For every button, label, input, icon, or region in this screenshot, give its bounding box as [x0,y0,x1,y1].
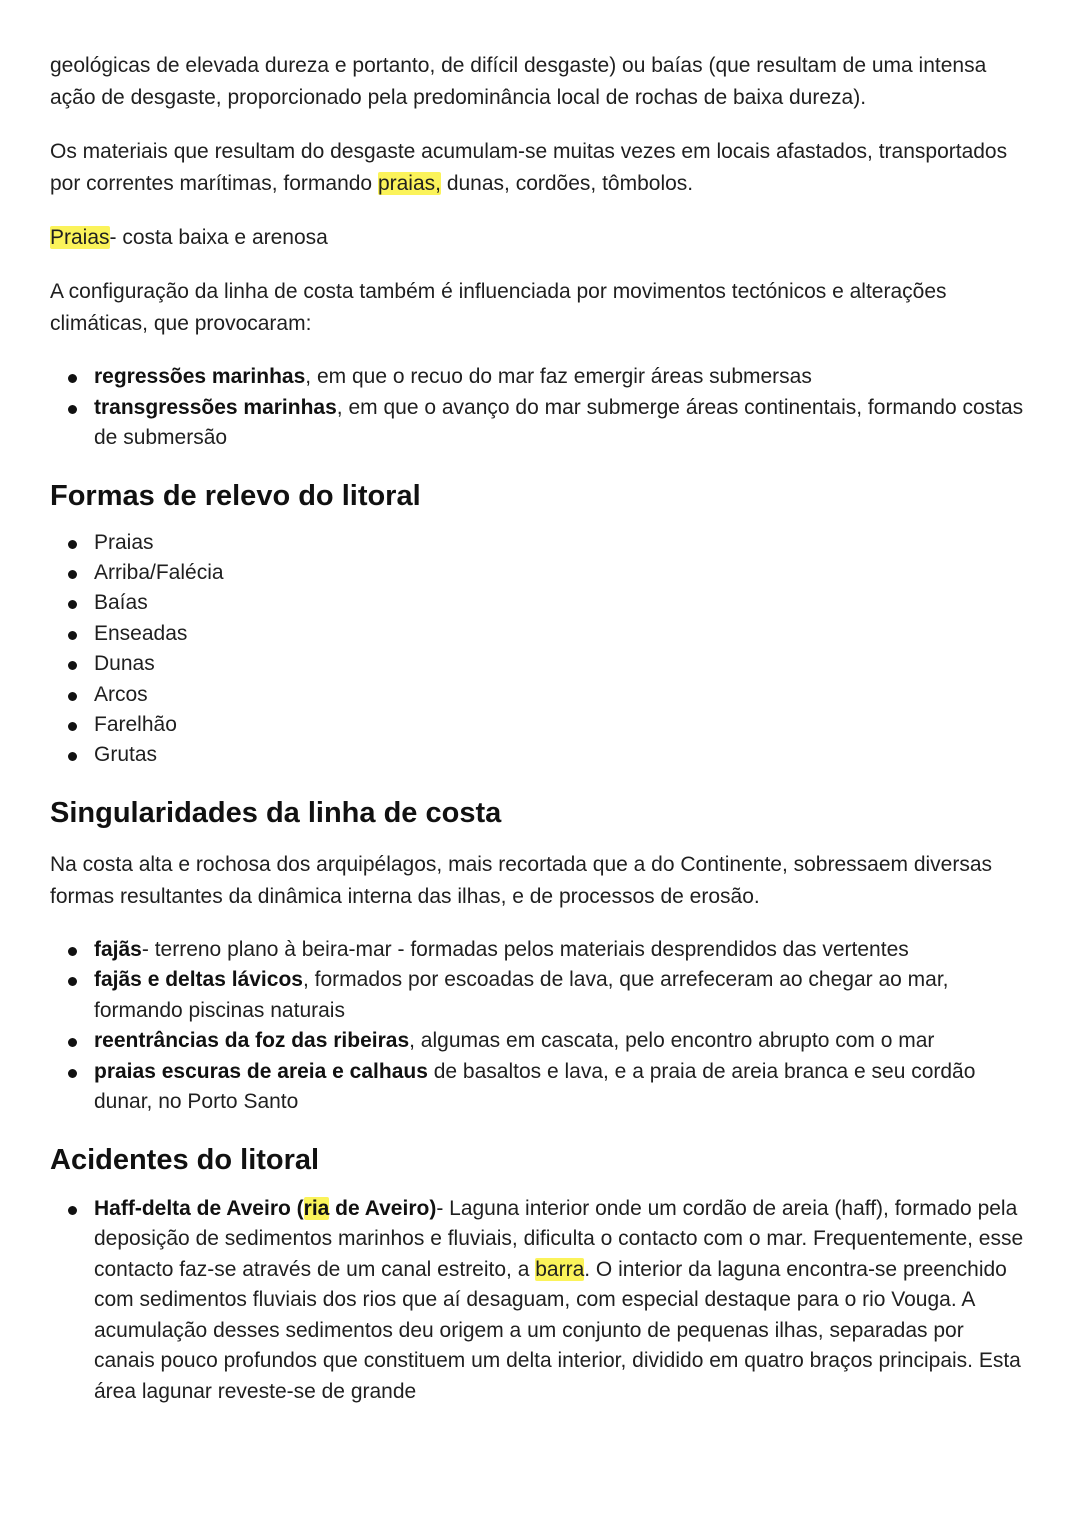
list-movimentos [50,362,1030,454]
highlight-ria: ria [303,1196,330,1220]
list-item: fajãs- terreno plano à beira-mar - formadas pelos materiais desprendidos das vertentes [94,935,1030,966]
heading-formas-relevo: Formas de relevo do litoral [50,479,421,512]
list-item: transgressões marinhas, em que o avanço do mar submerge áreas continentais, formando costas de submersão [94,393,1030,454]
paragraph-arquipelagos: Na costa alta e rochosa dos arquipélagos, mais recortada que a do Continente, sobressaem diversas formas resultantes da dinâmica interna das ilhas, e de processos de erosão. [50,852,993,908]
heading-acidentes: Acidentes do litoral [50,1143,320,1176]
list-item: Praias [94,528,1030,558]
list-item: Enseadas [94,619,1030,649]
highlight-praias: praias, [377,172,441,195]
list-item: Grutas [94,740,1030,770]
list-item-haff-delta: Haff-delta de Aveiro (ria de Aveiro)- Laguna interior onde um cordão de areia (haff), formado pela deposição de sedimentos marinhos e fluviais, dificulta o contacto com o mar. Frequentemente, esse contacto faz-se através de um canal estreito, a barra. O interior da laguna encontra-se preenchido com sedimentos fluviais dos rios que aí desaguam, com especial destaque para o rio Vouga. A acumulação desses sedimentos deu origem a um conjunto de pequenas ilhas, separadas por canais pouco profundos que constituem um delta interior, dividido em quatro braços principais. Esta área lagunar reveste-se de grande [94,1194,1030,1408]
paragraph-praias-definition: Praias- costa baixa e arenosa [50,226,328,249]
list-formas-relevo [50,528,1030,771]
highlight-barra: barra [535,1257,585,1281]
list-item: regressões marinhas, em que o recuo do mar faz emergir áreas submersas [94,362,1030,393]
list-item: Baías [94,588,1030,618]
list-item: fajãs e deltas lávicos, formados por escoadas de lava, que arrefeceram ao chegar ao mar, formando piscinas naturais [94,965,1030,1026]
heading-singularidades: Singularidades da linha de costa [50,796,502,829]
list-item: praias escuras de areia e calhaus de basaltos e lava, e a praia de areia branca e seu cordão dunar, no Porto Santo [94,1057,1030,1118]
list-item: Dunas [94,649,1030,679]
highlight-praias-term: Praias [50,226,110,249]
list-singularidades [50,935,1030,1118]
paragraph-materiais: Os materiais que resultam do desgaste acumulam-se muitas vezes em locais afastados, transportados por correntes marítimas, formando praias, dunas, cordões, tômbolos. [50,140,1008,195]
paragraph-configuracao: A configuração da linha de costa também é influenciada por movimentos tectónicos e alterações climáticas, que provocaram: [50,280,947,335]
list-item: Farelhão [94,710,1030,740]
paragraph-intro: geológicas de elevada dureza e portanto, de difícil desgaste) ou baías (que resultam de uma intensa ação de desgaste, proporcionado pela predominância local de rochas de baixa dureza). [50,54,987,109]
list-item: Arcos [94,680,1030,710]
list-item: Arriba/Falécia [94,558,1030,588]
list-acidentes [50,1194,1030,1408]
list-item: reentrâncias da foz das ribeiras, algumas em cascata, pelo encontro abrupto com o mar [94,1026,1030,1057]
